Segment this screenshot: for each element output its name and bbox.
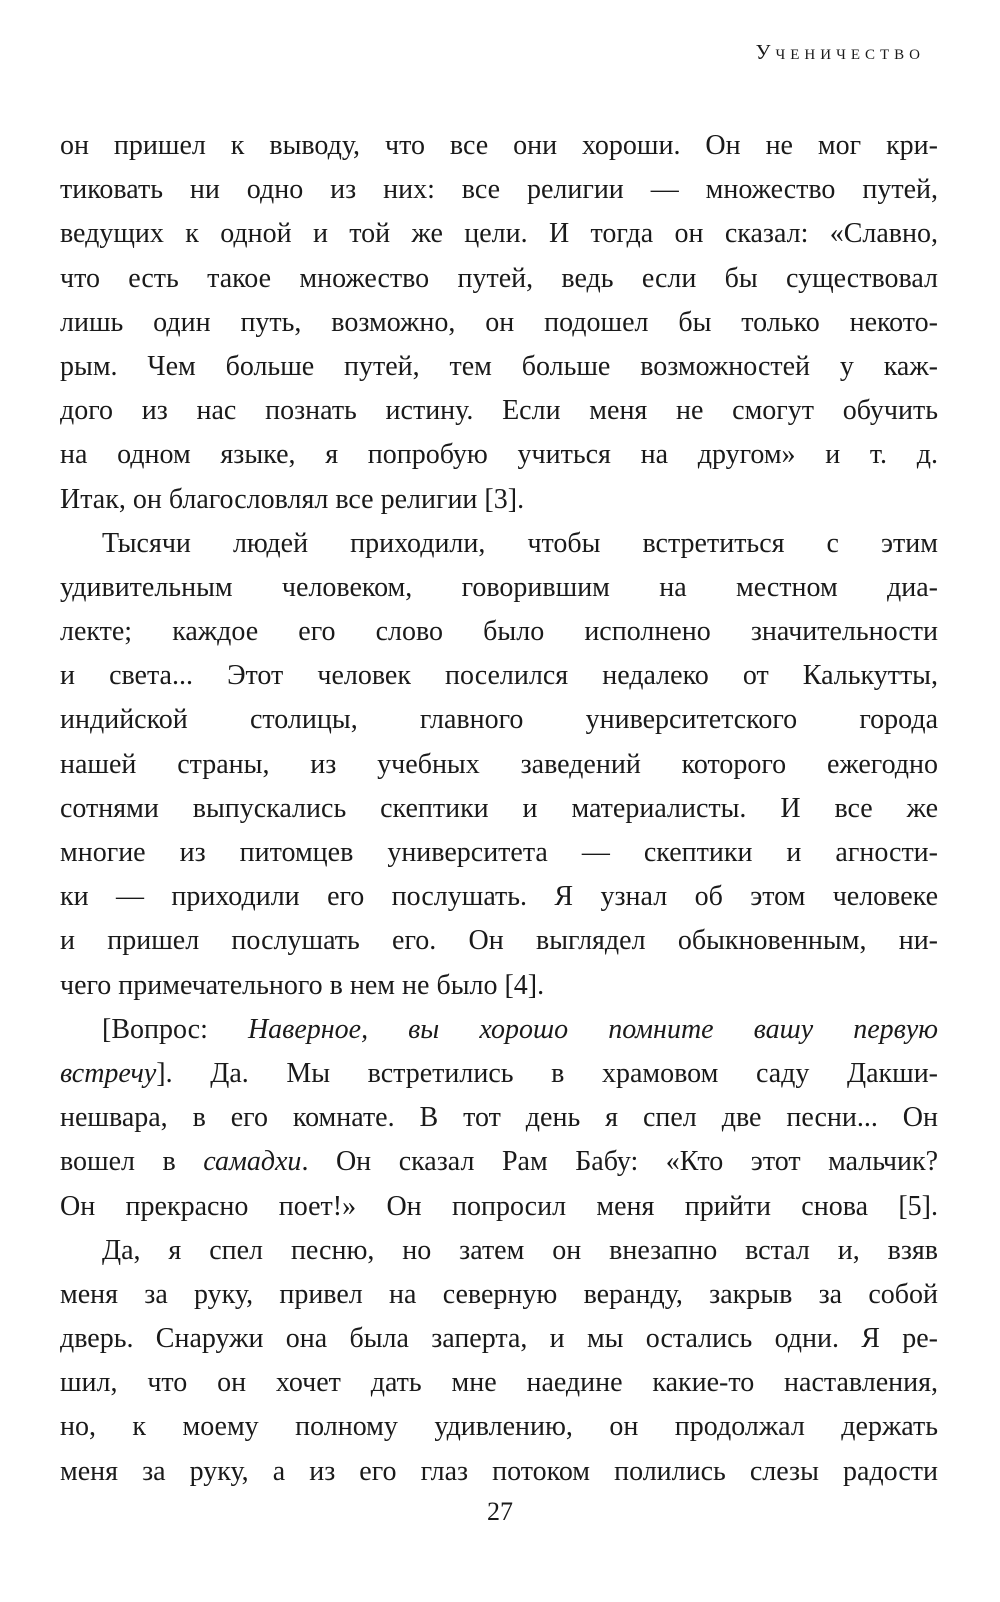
text-line: шил, что он хочет дать мне наедине какие-то наставления, bbox=[60, 1367, 938, 1399]
text-line: удивительным человеком, говорившим на местном диа- bbox=[60, 571, 938, 603]
text-line: чего примечательного в нем не было [4]. bbox=[60, 969, 545, 1001]
paragraph-4 bbox=[60, 1229, 938, 1494]
text-run: [Вопрос: bbox=[102, 1013, 248, 1045]
text-line: индийской столицы, главного университетского города bbox=[60, 704, 938, 736]
text-line bbox=[60, 1008, 938, 1052]
text-line: нешвара, в его комнате. В тот день я спел две песни... Он bbox=[60, 1102, 938, 1134]
text-run: . Он сказал Рам Бабу: «Кто этот мальчик? bbox=[301, 1146, 938, 1178]
text-line bbox=[60, 1140, 938, 1184]
text-line: он пришел к выводу, что все они хороши. Он не мог кри- bbox=[60, 130, 938, 161]
italic-question: встречу bbox=[60, 1057, 157, 1089]
text-line: и света... Этот человек поселился недалеко от Калькутты, bbox=[60, 660, 938, 692]
paragraph-3 bbox=[60, 1008, 938, 1229]
text-line: Тысячи людей приходили, чтобы встретиться с этим bbox=[102, 527, 938, 559]
italic-term: самадхи bbox=[203, 1146, 302, 1178]
text-line: меня за руку, а из его глаз потоком полились слезы радости bbox=[60, 1455, 938, 1487]
text-line: дверь. Снаружи она была заперта, и мы остались одни. Я ре- bbox=[60, 1323, 938, 1355]
italic-question: Наверное, вы хорошо помните вашу первую bbox=[247, 1013, 938, 1045]
text-line: дого из нас познать истину. Если меня не смогут обучить bbox=[60, 395, 938, 427]
text-line: ведущих к одной и той же цели. И тогда он сказал: «Славно, bbox=[60, 218, 938, 250]
text-line: Итак, он благословлял все религии [3]. bbox=[60, 483, 525, 515]
text-run: вошел в bbox=[60, 1146, 204, 1178]
text-line: нашей страны, из учебных заведений которого ежегодно bbox=[60, 748, 938, 780]
text-line: на одном языке, я попробую учиться на другом» и т. д. bbox=[60, 439, 938, 471]
text-line: рым. Чем больше путей, тем больше возможностей у каж- bbox=[60, 350, 938, 382]
page-number: 27 bbox=[487, 1497, 513, 1526]
text-line: но, к моему полному удивлению, он продолжал держать bbox=[60, 1411, 938, 1443]
text-line: тиковать ни одно из них: все религии — множество путей, bbox=[60, 174, 938, 206]
body-text bbox=[60, 124, 938, 1494]
text-run: ]. Да. Мы встретились в храмовом саду Дакши- bbox=[156, 1057, 938, 1089]
running-head: Ученичество bbox=[755, 40, 925, 64]
paragraph-1 bbox=[60, 124, 938, 522]
text-line bbox=[60, 1052, 938, 1096]
text-line: и пришел послушать его. Он выглядел обыкновенным, ни- bbox=[60, 925, 938, 957]
text-line: ки — приходили его послушать. Я узнал об этом человеке bbox=[60, 881, 938, 913]
text-line: лишь один путь, возможно, он подошел бы только некото- bbox=[60, 306, 938, 338]
text-line: Да, я спел песню, но затем он внезапно встал и, взяв bbox=[102, 1234, 938, 1266]
text-line: сотнями выпускались скептики и материалисты. И все же bbox=[60, 792, 938, 824]
text-line: лекте; каждое его слово было исполнено значительности bbox=[60, 616, 938, 648]
text-line: Он прекрасно поет!» Он попросил меня прийти снова [5]. bbox=[60, 1190, 938, 1222]
text-line: что есть такое множество путей, ведь если бы существовал bbox=[60, 262, 938, 294]
text-line: многие из питомцев университета — скептики и агности- bbox=[60, 837, 938, 868]
paragraph-2 bbox=[60, 522, 938, 1008]
text-line: меня за руку, привел на северную веранду, закрыв за собой bbox=[60, 1278, 938, 1310]
